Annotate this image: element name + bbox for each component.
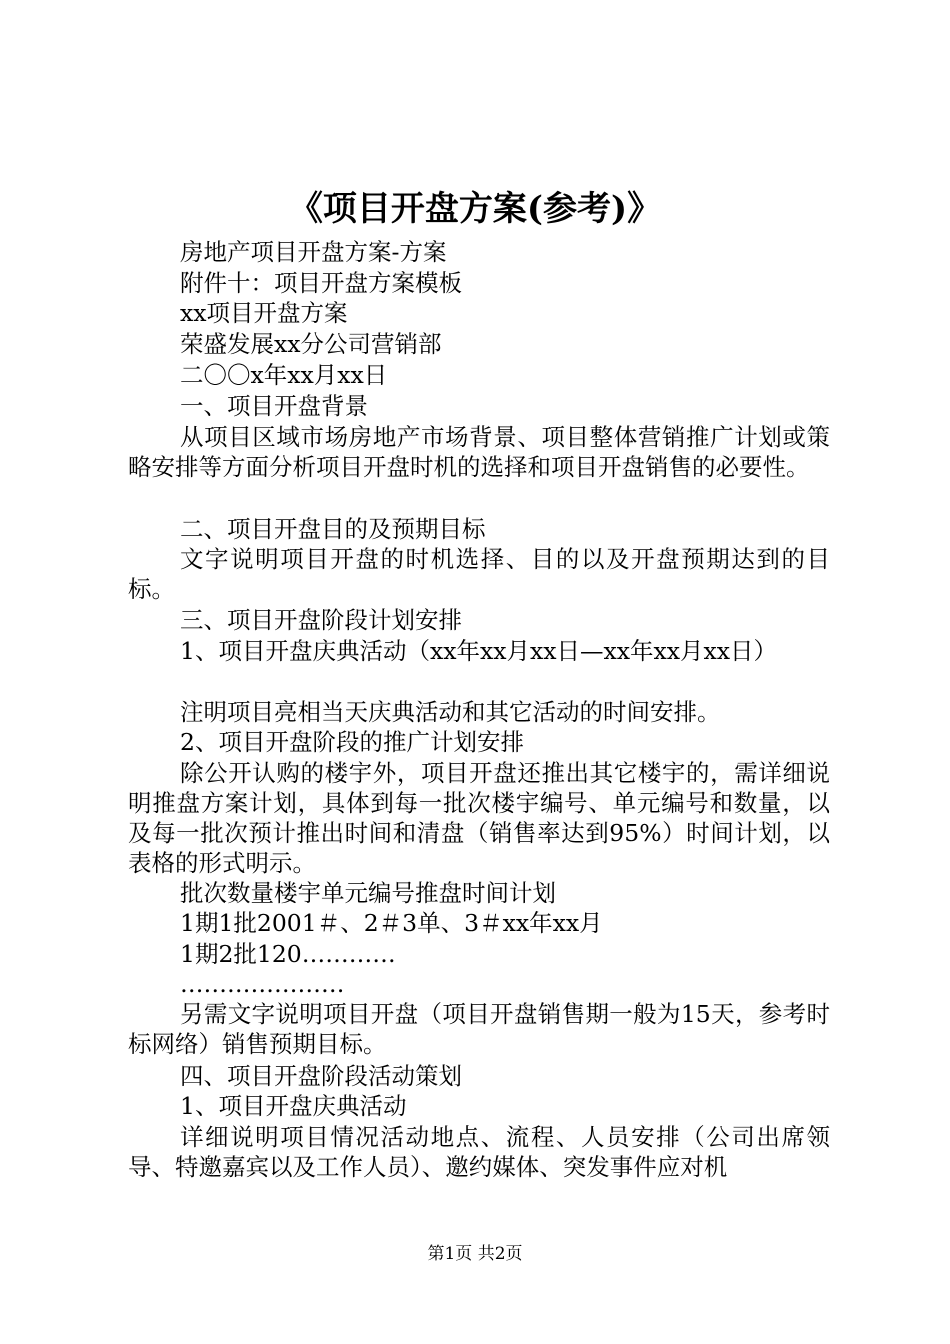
section-heading-3: 三、项目开盘阶段计划安排 (180, 606, 462, 634)
paragraph-activity-detail: 详细说明项目情况活动地点、流程、人员安排（公司出席领导、特邀嘉宾以及工作人员）、邀约媒体、突发事件应对机 (128, 1123, 830, 1181)
document-title: 《项目开盘方案(参考)》 (288, 189, 662, 229)
table-row-1: 1期1批2001＃、2＃3单、3＃xx年xx月 (180, 909, 603, 937)
department-line: 荣盛发展xx分公司营销部 (180, 330, 442, 358)
ceremony-activity-heading: 1、项目开盘庆典活动 (180, 1092, 407, 1120)
section-heading-2: 二、项目开盘目的及预期目标 (180, 515, 486, 543)
paragraph-ceremony-dates: 1、项目开盘庆典活动（xx年xx月xx日—xx年xx月xx日） (180, 637, 777, 665)
table-row-2: 1期2批120………… (180, 940, 396, 968)
plan-name-line: xx项目开盘方案 (180, 299, 348, 327)
ceremony-note-line: 注明项目亮相当天庆典活动和其它活动的时间安排。 (180, 698, 721, 726)
paragraph-sales-target: 另需文字说明项目开盘（项目开盘销售期一般为15天，参考时标网络）销售预期目标。 (128, 1000, 830, 1058)
attachment-line: 附件十：项目开盘方案模板 (180, 269, 462, 297)
paragraph-goals: 文字说明项目开盘的时机选择、目的以及开盘预期达到的目标。 (128, 545, 830, 603)
subtitle-line: 房地产项目开盘方案-方案 (180, 238, 447, 266)
page-footer: 第1页 共2页 (427, 1244, 523, 1264)
paragraph-background: 从项目区域市场房地产市场背景、项目整体营销推广计划或策略安排等方面分析项目开盘时机的选择和项目开盘销售的必要性。 (128, 423, 830, 481)
table-row-3: ………………… (180, 970, 345, 998)
section-heading-4: 四、项目开盘阶段活动策划 (180, 1062, 462, 1090)
paragraph-promotion-plan: 除公开认购的楼宇外，项目开盘还推出其它楼宇的，需详细说明推盘方案计划，具体到每一批次楼宇编号、单元编号和数量，以及每一批次预计推出时间和清盘（销售率达到95%）时间计划，以表格的形式明示。 (128, 759, 830, 877)
table-header-line: 批次数量楼宇单元编号推盘时间计划 (180, 879, 556, 907)
promotion-plan-heading: 2、项目开盘阶段的推广计划安排 (180, 728, 524, 756)
date-line: 二〇〇x年xx月xx日 (180, 361, 388, 389)
section-heading-1: 一、项目开盘背景 (180, 392, 368, 420)
